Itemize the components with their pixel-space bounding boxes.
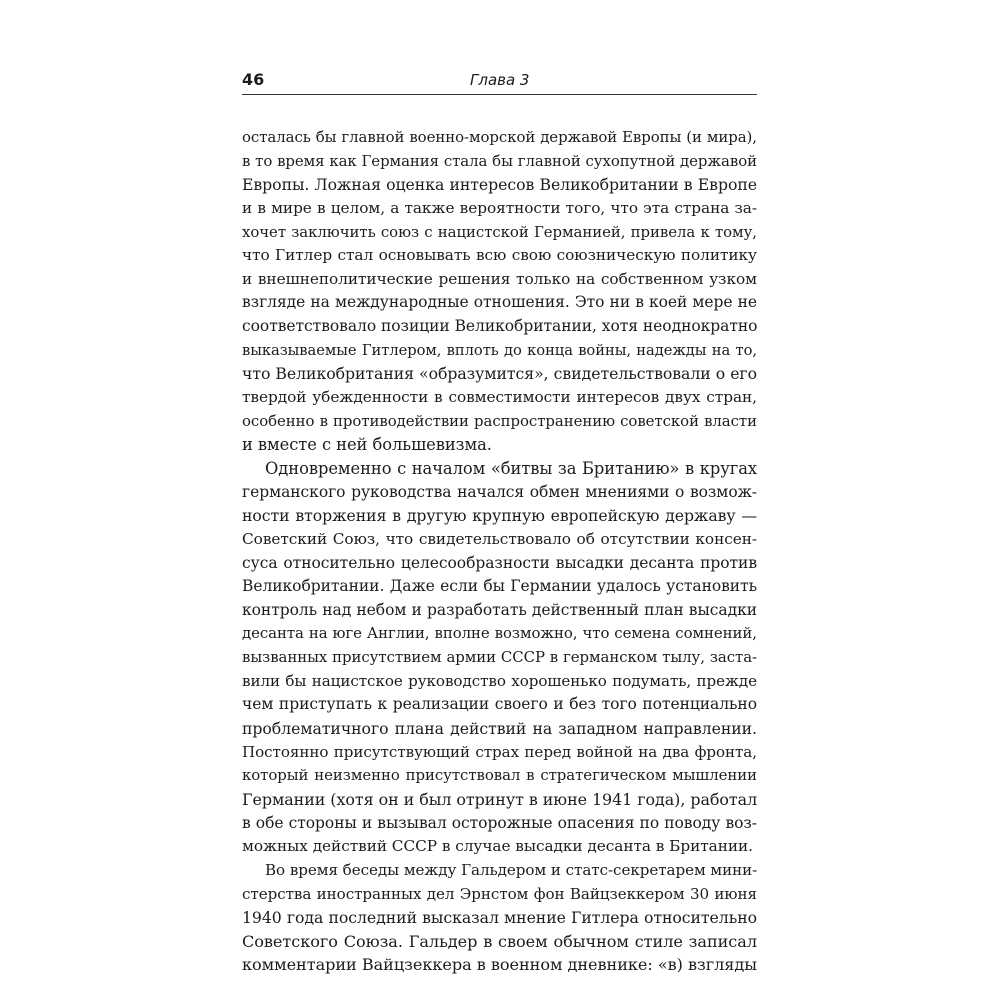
text-line: что Гитлер стал основывать всю свою союзническую политику [242, 246, 757, 265]
text-line: хочет заключить союз с нацистской Германией, привела к тому, [242, 222, 757, 241]
text-line: чем приступать к реализации своего и без того потенциально [242, 695, 757, 714]
text-line: Постоянно присутствующий страх перед войной на два фронта, [242, 742, 757, 761]
text-line: твердой убежденности в совместимости интересов двух стран, [242, 388, 757, 407]
text-line: комментарии Вайцзеккера в военном дневнике: «в) взгляды [242, 955, 757, 975]
running-head: Глава 3 [470, 71, 530, 89]
text-line: осталась бы главной военно-морской державой Европы (и мира), [242, 128, 757, 146]
text-line: в то время как Германия стала бы главной сухопутной державой [242, 151, 757, 170]
text-line: 1940 года последний высказал мнение Гитлера относительно [242, 908, 757, 928]
text-line: и вместе с ней большевизма. [242, 435, 492, 455]
text-line: Во время беседы между Гальдером и статс-секретарем мини- [265, 860, 758, 879]
text-line: Великобритании. Даже если бы Германии удалось установить [242, 577, 757, 596]
text-line: Одновременно с началом «битвы за Британию» в кругах [265, 458, 757, 478]
text-line: соответствовало позиции Великобритании, хотя неоднократно [242, 317, 758, 336]
text-line: что Великобритания «образумится», свидетельствовали о его [242, 364, 757, 384]
text-line: контроль над небом и разработать действенный план высадки [242, 600, 757, 619]
text-line: который неизменно присутствовал в стратегическом мышлении [242, 766, 757, 785]
header-rule [242, 94, 757, 95]
text-line: в обе стороны и вызывал осторожные опасения по поводу воз- [242, 813, 757, 832]
text-line: Советский Союз, что свидетельствовало об отсутствии консен- [242, 529, 757, 548]
text-line: десанта на юге Англии, вполне возможно, что семена сомнений, [242, 624, 757, 643]
text-line: вили бы нацистское руководство хорошенько подумать, прежде [242, 671, 757, 690]
text-line: суса относительно целесообразности высадки десанта против [242, 553, 757, 572]
body-text [242, 126, 757, 977]
text-line: взгляде на международные отношения. Это ни в коей мере не [242, 293, 757, 312]
text-line: Германии (хотя он и был отринут в июне 1941 года), работал [242, 789, 758, 809]
page-number: 46 [242, 70, 265, 89]
page-header [242, 66, 757, 96]
text-line: ности вторжения в другую крупную европейскую державу — [242, 506, 757, 526]
text-line: и внешнеполитические решения только на собственном узком [242, 269, 757, 288]
text-line: стерства иностранных дел Эрнстом фон Вайцзеккером 30 июня [242, 884, 757, 903]
text-line: можных действий СССР в случае высадки десанта в Британии. [242, 837, 753, 856]
text-line: вызванных присутствием армии СССР в германском тылу, заста- [242, 648, 757, 667]
text-line: германского руководства начался обмен мнениями о возмож- [242, 482, 757, 501]
text-line: выказываемые Гитлером, вплоть до конца войны, надежды на то, [242, 341, 757, 359]
text-line: Европы. Ложная оценка интересов Великобритании в Европе [242, 175, 757, 195]
text-line: Советского Союза. Гальдер в своем обычном стиле записал [242, 931, 757, 951]
text-line: и в мире в целом, а также вероятности того, что эта страна за- [242, 198, 757, 217]
text-line: особенно в противодействии распространению советской власти [242, 411, 757, 430]
text-line: проблематичного плана действий на западном направлении. [242, 719, 757, 739]
